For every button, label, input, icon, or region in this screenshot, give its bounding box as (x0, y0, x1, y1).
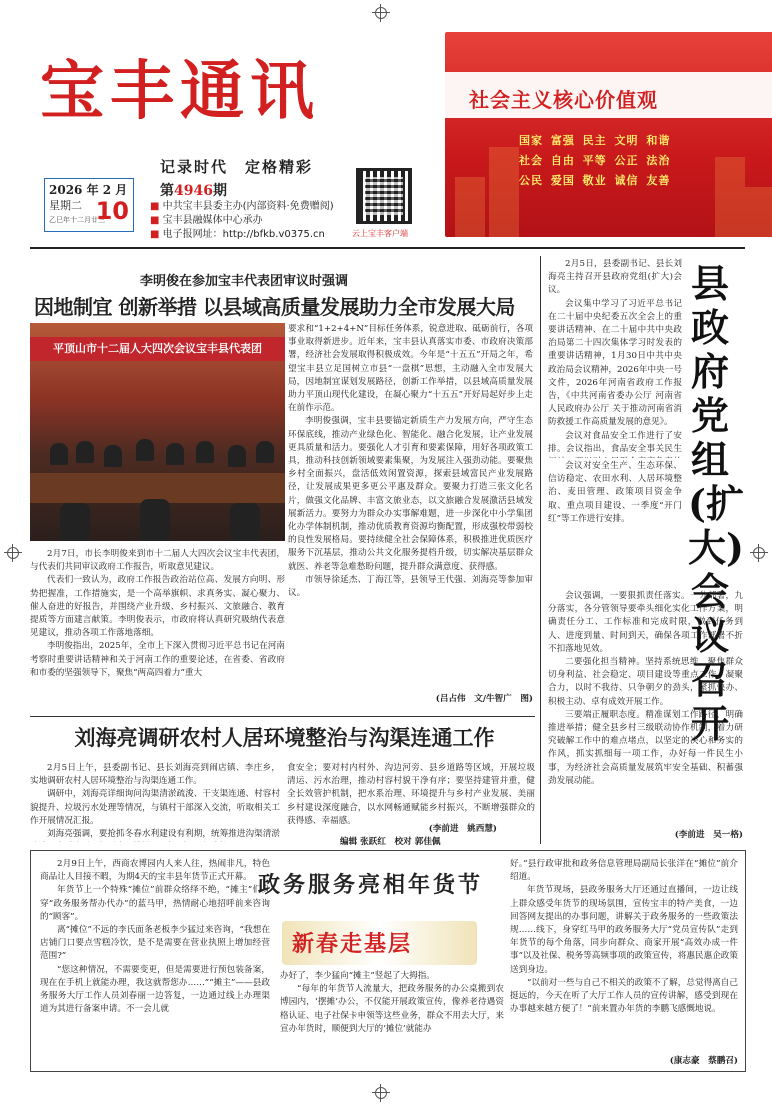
date-lunar: 乙巳年十二月廿三 (49, 216, 105, 224)
paragraph: 会议集中学习了习近平总书记在二十届中央纪委五次全会上的重要讲话精神、在二十届中共中央政治局第二十四次集体学习时发表的重要讲话精神，1月30日中共中央政治局会议精神，2026年中央一号文件，2026年河南省政府工作报告，《中共河南省委办公厅 河南省人民政府办公厅 关于推动河南省消防救援工作高质量发展的意见》。 (548, 298, 682, 428)
paragraph: 2月9日上午，西商农博园内人来人往，热闹非凡，特色商品让人目接不暇，为期4天的宝丰县年货节正式开幕。 (40, 859, 270, 883)
paragraph: 李明俊指出，2025年，全市上下深入贯彻习近平总书记在河南考察时重要讲话精神和关于河南工作的重要论述，在省委、省政府和市委的坚强领导下，聚焦“两高四着力”重大 (30, 641, 285, 678)
paragraph: “您这种情况，不需要变更，但是需要进行预包装备案，现在在手机上就能办理，我这就帮您办……”“摊主”——县政务服务大厅工作人员刘春丽一边答复，一边通过线上办理渠道为其进行备案申请。不一会儿就 (40, 964, 270, 1015)
paragraph: 好。”县行政审批和政务信息管理局副局长张洋在“摊位”前介绍道。 (510, 859, 738, 883)
values-row-society: 社会 自由 平等 公正 法治 (519, 154, 671, 167)
newspaper-slogan: 记录时代 定格精彩 (160, 158, 314, 176)
meeting-photo (30, 323, 285, 541)
issue-number-value: 4946 (174, 183, 213, 199)
paragraph: 会议对安全生产、生态环保、信访稳定、农田水利、人居环境整治、麦田管理、政策项目资金争取、重点项目建设、一季度“开门红”等工作进行安排。 (548, 461, 682, 524)
paragraph: 刘海亮强调，要抢抓冬春水利建设有利期，统筹推进沟渠清淤 (47, 829, 280, 840)
masthead (30, 30, 740, 240)
publisher-info (150, 200, 334, 242)
core-values-panel (445, 32, 772, 237)
column-divider (540, 256, 541, 844)
article2-column-right (287, 762, 535, 828)
issue-number (160, 180, 227, 200)
article4-column-right (510, 858, 738, 1054)
article2-headline: 刘海亮调研农村人居环境整治与沟渠连通工作 (74, 725, 495, 750)
paragraph: 要求和“1+2+4+N”目标任务体系，锐意进取、砥砺前行，各项事业取得新进步。近年来，宝丰县认真落实市委、市政府决策部署，经济社会发展取得积极成效。今年是“十五五”开局之年，希望宝丰县立足国树立市县“一盘棋”思想，主动融入全市发展大局，因地制宜谋划发展路径，创新工作举措，以县域高质量发展助力平顶山现代化建设，在凝心聚力“十五五”开好局起好步上走在前作示范。 (288, 324, 533, 414)
qr-caption: 云上宝丰客户端 (352, 229, 408, 238)
article3-column-top (548, 258, 682, 458)
issue-suffix: 期 (212, 183, 227, 199)
values-row-nation: 国家 富强 民主 文明 和谐 (519, 134, 671, 147)
article3-column-mid (548, 460, 682, 590)
paragraph: 年货节上一个特殊“摊位”前群众络绎不绝，“摊主”们身穿“政务服务帮办代办”的蓝马甲，热情耐心地招呼前来咨询的“顾客”。 (40, 885, 270, 922)
article3-column-bottom (548, 590, 743, 828)
paragraph: 食安全；要对村内村外、沟边河旁、县乡道路等区域，开展垃圾清运、污水治理，推动村容村貌干净有序；要坚持建管并重，健全长效管护机制，把水系治理、环境提升与乡村产业发展、美丽乡村建设深度融合，以水网畅通赋能乡村振兴，不断增强群众的获得感、幸福感。 (287, 763, 535, 826)
paragraph: 市领导徐延杰、丁海江等，县领导王代强、刘海亮等参加审议。 (288, 574, 533, 599)
article1-kicker: 李明俊在参加宝丰代表团审议时强调 (140, 274, 349, 289)
paragraph: 二要强化担当精神。坚持系统思维，聚焦群众切身利益、社会稳定、项目建设等重点工作，凝聚合力，以时不我待、只争朝夕的劲头，紧抓快办、积极主动、卓有成效开展工作。 (548, 657, 743, 707)
paragraph: 会议强调，一要狠抓责任落实。一分部署，九分落实，各分管领导要牵头细化实化工作方案，明确责任分工、工作标准和完成时限，做到任务到人、进度到量、时间到天，确保各项工作部署不折不扣落地见效。 (548, 591, 743, 654)
publisher-info-line: ■ 宝丰县融媒体中心承办 (150, 214, 334, 228)
paragraph: 2月5日，县委副书记、县长刘海亮主持召开县政府党组(扩大)会议。 (548, 259, 682, 296)
paragraph: “以前对一些与自己不相关的政策不了解，总觉得离自己挺远的，今天在听了大厅工作人员的宣传讲解，感受到现在办事越来越方便了！”前来置办年货的李鹏飞感慨地说。 (510, 977, 738, 1015)
masthead-divider (30, 247, 745, 249)
paragraph: 年货节现场，县政务服务大厅还通过直播间，一边让线上群众感受年货节的现场氛围，宣传宝丰的特产美食，一边回答网友提出的办事问题，讲解关于政务服务的一些政策法规……线下，身穿红马甲的政务服务大厅“党员宣传队”走到年货节的每个角落，同步向群众、商家开展“高效办成一件事”以及社保、税务等高频事项的政策宣传，将惠民惠企政策送到身边。 (510, 885, 738, 975)
registration-mark-bottom (372, 1084, 390, 1102)
registration-mark-top (372, 4, 390, 22)
paragraph: 2月5日上午，县委副书记、县长刘海亮到闹店镇、李庄乡，实地调研农村人居环境整治与沟渠连通工作。 (30, 763, 280, 787)
paragraph: 会议对食品安全工作进行了安排。会议指出，食品安全事关民生 (548, 430, 682, 454)
article2-byline: (李前进 姚西慧) (428, 824, 497, 834)
values-row-citizen: 公民 爱国 敬业 诚信 友善 (519, 174, 671, 187)
registration-mark-right (750, 544, 768, 562)
paragraph: 离“摊位”不远的李氏面条老板李少猛过来咨询，“我想在店铺门口要点雪糕冷饮，是不是需要在营业执照上增加经营范围?” (40, 925, 270, 962)
paragraph: 办好了，李少猛向“摊主”竖起了大拇指。 (280, 971, 435, 981)
date-box (44, 178, 134, 232)
core-values-title: 社会主义核心价值观 (469, 88, 658, 112)
article4-headline: 政务服务亮相年货节 (258, 872, 484, 898)
article2-column-left (30, 762, 280, 842)
article1-column-left (30, 548, 285, 706)
article4-byline: (康志豪 蔡鹏召) (669, 1056, 738, 1066)
article1-headline: 因地制宜 创新举措 以县域高质量发展助力全市发展大局 (34, 295, 515, 319)
issue-prefix: 第 (160, 183, 174, 199)
paragraph: 调研中，刘海亮详细询问沟渠清淤疏浚、干支渠连通、村容村貌提升、垃圾污水处理等情况，与镇村干部深入交流，听取相关工作开展情况汇报。 (30, 789, 280, 826)
date-year-month: 2026 年 2 月 (49, 183, 128, 197)
paragraph: 代表们一致认为，政府工作报告政治站位高、发展方向明、形势把握准，工作措施实，是一个高举旗帜、求真务实、凝心聚力、催人奋进的好报告，并围绕产业升级、乡村振兴、文旅融合、教育提质等方面建言献策。李明俊表示，市政府将认真研究吸纳代表意见建议，推动各项工作落地落细。 (30, 575, 285, 639)
date-day: 10 (95, 197, 129, 225)
date-weekday: 星期二 (49, 199, 82, 212)
paragraph: “每年的年货节人流量大，把政务服务的办公桌搬到农博园内，‘摆摊’办公，不仅能开展政策宣传，像养老待遇资格认证、电子社保卡申领等这些业务，群众不用去大厅，来宣办年货时，顺便到大厅的‘摊位’就能办 (280, 984, 504, 1034)
article1-byline: (吕占伟 文/牛智广 图) (435, 694, 533, 704)
article1-column-right (288, 323, 533, 691)
publisher-info-line[interactable]: ■ 电子报网址：http://bfkb.v0375.cn (150, 228, 334, 242)
new-spring-banner (282, 921, 477, 965)
article4-column-mid (280, 970, 504, 1066)
article1-divider (30, 716, 535, 717)
publisher-info-line: ■ 中共宝丰县委主办(内部资料·免费赠阅) (150, 200, 334, 214)
qr-code-icon[interactable] (356, 168, 412, 224)
registration-mark-left (4, 544, 22, 562)
article3-byline: (李前进 吴一格) (674, 830, 743, 840)
newspaper-title: 宝丰通讯 (40, 54, 320, 129)
photo-banner: 平顶山市十二届人大四次会议宝丰县代表团 (30, 337, 285, 361)
paragraph: 三要端正履职态度。精准谋划工作路径，明确推进举措；健全县乡村三级联动协作机制，着力研究破解工作中的难点堵点，以坚定的决心和务实的作风，抓实抓细每一项工作，办好每一件民生小事，为经济社会高质量发展筑牢安全基础、积蓄强劲发展动能。 (548, 709, 743, 786)
new-spring-banner-text: 新春走基层 (292, 932, 413, 957)
article4-column-left (40, 858, 270, 1066)
article3-headline: 县政府党组(扩大)会议召开 (688, 261, 744, 746)
paragraph: 李明俊强调，宝丰县要锚定新质生产力发展方向，严守生态环保底线，推动产业绿色化、智能化、融合化发展，让产业发展更具质量和活力。要强化人才引育和要素保障，用好各项政策工具，推动科技创新领域要素集聚，为发展注入强劲动能。要聚焦乡村全面振兴，盘活低效闲置资源，探索县域富民产业发展路径，让发展成果更多更公平惠及群众。要聚力打造三张文化名片，做强文化品牌、丰富文旅业态，以文旅融合发展激活县域发展新活力。要努力为群众办实事解难题，进一步深化中小学集团化办学体制机制，推动优质教育资源均衡配置，形成强校带弱校的良性发展格局。要持续健全社会保障体系，积极推进优质医疗服务下沉基层，推动公共文化服务提档升级，切实解决基层群众就医、养老等急难愁盼问题，提升群众满意度、获得感。 (288, 416, 533, 572)
editor-credits: 编辑 张跃红 校对 郭佳佩 (340, 837, 441, 847)
paragraph: 2月7日，市长李明俊来到市十二届人大四次会议宝丰代表团，与代表们共同审议政府工作报告，听取意见建议。 (30, 549, 285, 573)
